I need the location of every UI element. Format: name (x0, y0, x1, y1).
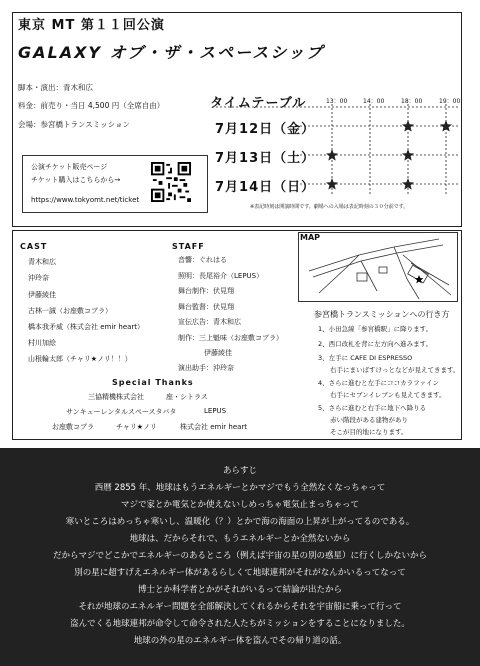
direction-step: 2、西口改札を背に左方向へ進みます。 (318, 340, 433, 348)
direction-step: そこが目的地になります。 (330, 428, 408, 436)
direction-step: 3、左手に CAFE DI ESPRESSO (318, 354, 413, 362)
timetable-hour: 13：00 (326, 98, 348, 105)
timetable-hour: 19：00 (439, 98, 461, 105)
map-drawing (299, 233, 458, 302)
performance-star-icon (326, 178, 338, 190)
staff-member: 音響：ぐれはる (178, 256, 227, 264)
staff-member: 照明：長尾裕介（LEPUS） (178, 272, 264, 280)
venue-info: 会場：参宮橋トランスミッション (18, 120, 130, 129)
cast-member: 古林一誠（お座敷コブラ） (28, 307, 112, 315)
direction-step: 1、小田急線「参宮橋駅」に降ります。 (318, 325, 433, 333)
synopsis-line: マジで家とか電気とか使えないしめっちゃ電気止まっちゃって (121, 500, 359, 510)
staff-member: 宣伝広告：青木和広 (178, 318, 241, 326)
ticket-page-label: 公演チケット販売ページ (31, 163, 108, 171)
thanks-item: 三協精機株式会社 (88, 393, 144, 401)
ticket-url[interactable]: https://www.tokyomt.net/ticket (31, 196, 140, 204)
staff-member: 舞台制作：伏見翔 (178, 287, 234, 295)
staff-member: 舞台監督：伏見翔 (178, 303, 234, 311)
synopsis-heading: あらすじ (222, 466, 257, 476)
synopsis-line: 地球は、だからそれで、もうエネルギーとか全然ないから (129, 534, 351, 544)
cast-member: 伊藤綾佳 (28, 291, 56, 299)
timetable-day: 7月13日（土） (215, 151, 316, 166)
synopsis-line: 地球の外の星のエネルギー体を盗んでその帰り道の話。 (133, 636, 347, 646)
thanks-item: サンキューレンタルスペースタバタ (66, 408, 177, 416)
production-title: 東京 MT 第１１回公演 (18, 18, 165, 33)
cast-member: 青木和広 (28, 258, 56, 266)
performance-star-icon (326, 149, 338, 161)
direction-step: 右手にセブンイレブンも見えてきます。 (330, 391, 446, 399)
timetable-grid (0, 0, 480, 240)
performance-star-icon (402, 178, 414, 190)
direction-step: 4、さらに進むと左手にココカラファイン (318, 379, 440, 387)
thanks-item: お座敷コブラ (52, 423, 94, 431)
cast-title: CAST (20, 242, 48, 251)
timetable-day: 7月14日（日） (215, 180, 316, 195)
timetable-title: タイムテーブル (210, 96, 307, 111)
synopsis-line: だからマジでどこかでエネルギーのあるところ（例えば宇宙の星の別の惑星）に行くしかないから (52, 551, 427, 561)
cast-member: 沖玲奈 (28, 274, 49, 282)
thanks-item: 座・シトラス (166, 393, 208, 401)
cast-member: 橋本我矛威（株式会社 emir heart） (28, 323, 145, 331)
ticket-purchase-label: チケット購入はこちらから→ (31, 176, 121, 184)
synopsis-line: 盗んでくる地球連邦が命令して命令された人たちがミッションをすることになりました。 (70, 619, 410, 629)
directions-title: 参宮橋トランスミッションへの行き方 (314, 310, 450, 319)
synopsis-line: 別の星に超すげえエネルギー体があるらしくて地球連邦がそれがなんかいるってなって (74, 568, 406, 578)
timetable-hour: 18：00 (401, 98, 423, 105)
thanks-item: チャリ★ノリ (116, 423, 157, 431)
staff-member: 演出助手：沖玲奈 (178, 364, 234, 372)
cast-member: 山根輪太郎（チャリ★ノリ！！） (28, 355, 132, 363)
direction-step: 右手にまいばすけっとなどが見えてきます。 (330, 366, 460, 374)
play-title: GALAXY オブ・ザ・スペースシップ (18, 43, 324, 62)
direction-step: 赤い階段がある建物があり (330, 416, 408, 424)
synopsis-line: 寒いところはめっちゃ寒いし、温暖化（？）とかで海の海面の上昇が上がってるのである。 (65, 517, 415, 527)
direction-step: 5、さらに進むと右手に地下へ降りる (318, 404, 427, 412)
price-info: 料金：前売り・当日 4,500 円（全席自由） (18, 101, 165, 110)
synopsis-line: 西暦 2855 年、地球はもうエネルギーとかマジでもう全然なくなっちゃって (94, 483, 386, 493)
synopsis-line: 博士とか科学者とかがそれがいるって結論が出たから (137, 585, 342, 595)
thanks-item: 株式会社 emir heart (180, 423, 248, 431)
synopsis-line: それが地球のエネルギー問題を全部解決してくれるからそれを宇宙船に乗って行って (78, 602, 402, 612)
special-thanks-title: Special Thanks (112, 378, 194, 387)
script-credit: 脚本・演出：青木和広 (18, 83, 93, 92)
access-map (298, 232, 458, 302)
timetable-day: 7月12日（金） (215, 122, 316, 137)
timetable-hour: 14：00 (363, 98, 385, 105)
staff-title: STAFF (172, 242, 205, 251)
staff-member: 伊藤綾佳 (204, 349, 232, 357)
map-title: MAP (300, 233, 321, 242)
synopsis-panel (0, 448, 480, 666)
staff-member: 制作：三上魁味（お座敷コブラ） (178, 334, 283, 342)
timetable-note: ※表記時刻は開演時間です。劇場への入場は表記時刻の３０分前です。 (250, 204, 409, 210)
performance-star-icon (402, 149, 414, 161)
thanks-item: LEPUS (204, 407, 227, 415)
cast-member: 村川加絵 (28, 339, 56, 347)
